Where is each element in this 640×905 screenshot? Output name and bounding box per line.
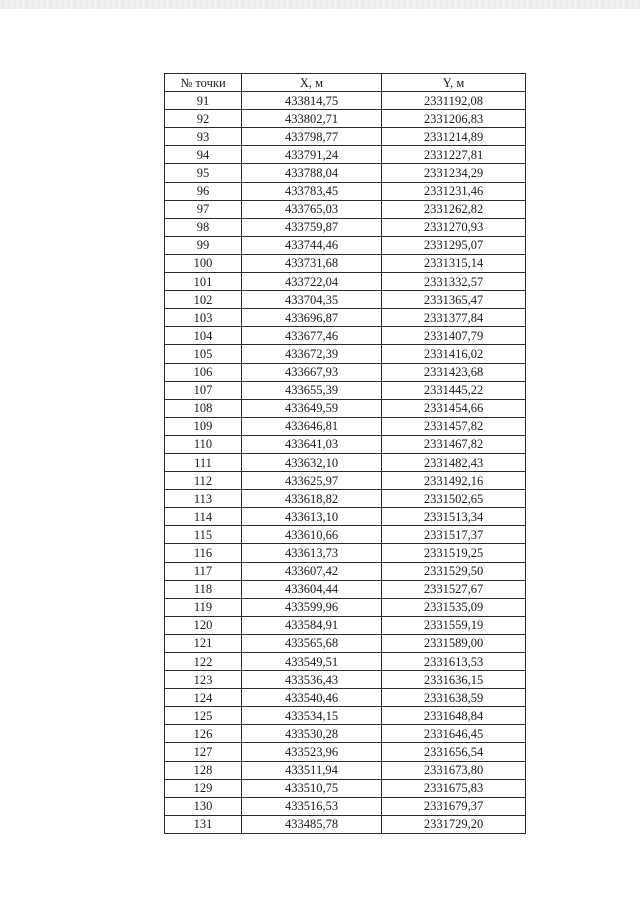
table-row [165, 797, 526, 815]
y-coordinate-cell: 2331482,43 [382, 453, 526, 471]
x-coordinate-cell: 433510,75 [242, 779, 382, 797]
x-coordinate-cell: 433704,35 [242, 291, 382, 309]
point-number-cell: 97 [165, 200, 242, 218]
y-coordinate-cell: 2331332,57 [382, 273, 526, 291]
point-number-cell: 119 [165, 598, 242, 616]
point-number-cell: 128 [165, 761, 242, 779]
point-number-cell: 96 [165, 182, 242, 200]
y-coordinate-cell: 2331423,68 [382, 363, 526, 381]
x-coordinate-cell: 433759,87 [242, 218, 382, 236]
point-number-cell: 120 [165, 616, 242, 634]
y-coordinate-cell: 2331535,09 [382, 598, 526, 616]
table-row [165, 291, 526, 309]
y-coordinate-cell: 2331656,54 [382, 743, 526, 761]
x-coordinate-cell: 433731,68 [242, 254, 382, 272]
y-coordinate-cell: 2331646,45 [382, 725, 526, 743]
table-row [165, 110, 526, 128]
x-coordinate-cell: 433618,82 [242, 490, 382, 508]
point-number-cell: 103 [165, 309, 242, 327]
point-number-cell: 130 [165, 797, 242, 815]
x-coordinate-cell: 433607,42 [242, 562, 382, 580]
coordinates-table [164, 73, 526, 834]
point-number-cell: 112 [165, 472, 242, 490]
y-coordinate-cell: 2331315,14 [382, 254, 526, 272]
x-coordinate-cell: 433534,15 [242, 707, 382, 725]
point-number-cell: 104 [165, 327, 242, 345]
point-number-cell: 109 [165, 417, 242, 435]
table-row [165, 815, 526, 833]
y-coordinate-cell: 2331729,20 [382, 815, 526, 833]
x-coordinate-cell: 433516,53 [242, 797, 382, 815]
x-coordinate-cell: 433655,39 [242, 381, 382, 399]
x-coordinate-cell: 433584,91 [242, 616, 382, 634]
table-row [165, 472, 526, 490]
x-coordinate-cell: 433485,78 [242, 815, 382, 833]
table-row [165, 689, 526, 707]
table-row [165, 653, 526, 671]
y-coordinate-cell: 2331262,82 [382, 200, 526, 218]
table-body [165, 92, 526, 834]
point-number-cell: 127 [165, 743, 242, 761]
point-number-cell: 117 [165, 562, 242, 580]
x-coordinate-cell: 433565,68 [242, 634, 382, 652]
header-point-number: № точки [165, 74, 242, 92]
x-coordinate-cell: 433632,10 [242, 453, 382, 471]
y-coordinate-cell: 2331675,83 [382, 779, 526, 797]
table-row [165, 182, 526, 200]
x-coordinate-cell: 433802,71 [242, 110, 382, 128]
point-number-cell: 94 [165, 146, 242, 164]
x-coordinate-cell: 433814,75 [242, 92, 382, 110]
y-coordinate-cell: 2331636,15 [382, 671, 526, 689]
table-row [165, 580, 526, 598]
y-coordinate-cell: 2331231,46 [382, 182, 526, 200]
point-number-cell: 114 [165, 508, 242, 526]
point-number-cell: 131 [165, 815, 242, 833]
point-number-cell: 129 [165, 779, 242, 797]
table-row [165, 363, 526, 381]
x-coordinate-cell: 433722,04 [242, 273, 382, 291]
point-number-cell: 93 [165, 128, 242, 146]
x-coordinate-cell: 433667,93 [242, 363, 382, 381]
table-row [165, 200, 526, 218]
x-coordinate-cell: 433530,28 [242, 725, 382, 743]
table-row [165, 634, 526, 652]
point-number-cell: 98 [165, 218, 242, 236]
point-number-cell: 105 [165, 345, 242, 363]
point-number-cell: 125 [165, 707, 242, 725]
y-coordinate-cell: 2331613,53 [382, 653, 526, 671]
y-coordinate-cell: 2331214,89 [382, 128, 526, 146]
point-number-cell: 110 [165, 435, 242, 453]
x-coordinate-cell: 433604,44 [242, 580, 382, 598]
y-coordinate-cell: 2331502,65 [382, 490, 526, 508]
point-number-cell: 99 [165, 236, 242, 254]
point-number-cell: 102 [165, 291, 242, 309]
x-coordinate-cell: 433788,04 [242, 164, 382, 182]
point-number-cell: 118 [165, 580, 242, 598]
point-number-cell: 126 [165, 725, 242, 743]
table-row [165, 508, 526, 526]
point-number-cell: 115 [165, 526, 242, 544]
y-coordinate-cell: 2331529,50 [382, 562, 526, 580]
x-coordinate-cell: 433610,66 [242, 526, 382, 544]
scan-edge [0, 0, 640, 9]
point-number-cell: 116 [165, 544, 242, 562]
table-row [165, 381, 526, 399]
table-row [165, 345, 526, 363]
table-row [165, 671, 526, 689]
point-number-cell: 111 [165, 453, 242, 471]
x-coordinate-cell: 433791,24 [242, 146, 382, 164]
x-coordinate-cell: 433649,59 [242, 399, 382, 417]
y-coordinate-cell: 2331517,37 [382, 526, 526, 544]
table-row [165, 254, 526, 272]
table-row [165, 417, 526, 435]
table-row [165, 779, 526, 797]
y-coordinate-cell: 2331519,25 [382, 544, 526, 562]
y-coordinate-cell: 2331365,47 [382, 291, 526, 309]
x-coordinate-cell: 433641,03 [242, 435, 382, 453]
x-coordinate-cell: 433511,94 [242, 761, 382, 779]
y-coordinate-cell: 2331638,59 [382, 689, 526, 707]
y-coordinate-cell: 2331513,34 [382, 508, 526, 526]
point-number-cell: 113 [165, 490, 242, 508]
x-coordinate-cell: 433646,81 [242, 417, 382, 435]
table-row [165, 309, 526, 327]
y-coordinate-cell: 2331673,80 [382, 761, 526, 779]
point-number-cell: 123 [165, 671, 242, 689]
point-number-cell: 124 [165, 689, 242, 707]
table-row [165, 399, 526, 417]
x-coordinate-cell: 433696,87 [242, 309, 382, 327]
y-coordinate-cell: 2331206,83 [382, 110, 526, 128]
x-coordinate-cell: 433613,73 [242, 544, 382, 562]
y-coordinate-cell: 2331234,29 [382, 164, 526, 182]
table-header-row [165, 74, 526, 92]
table-row [165, 128, 526, 146]
table-row [165, 490, 526, 508]
table-row [165, 327, 526, 345]
x-coordinate-cell: 433625,97 [242, 472, 382, 490]
y-coordinate-cell: 2331559,19 [382, 616, 526, 634]
x-coordinate-cell: 433798,77 [242, 128, 382, 146]
table-row [165, 146, 526, 164]
table-row [165, 707, 526, 725]
x-coordinate-cell: 433783,45 [242, 182, 382, 200]
table-row [165, 273, 526, 291]
table-row [165, 218, 526, 236]
x-coordinate-cell: 433765,03 [242, 200, 382, 218]
y-coordinate-cell: 2331589,00 [382, 634, 526, 652]
point-number-cell: 101 [165, 273, 242, 291]
x-coordinate-cell: 433677,46 [242, 327, 382, 345]
table-row [165, 453, 526, 471]
header-x-coordinate: X, м [242, 74, 382, 92]
x-coordinate-cell: 433672,39 [242, 345, 382, 363]
x-coordinate-cell: 433613,10 [242, 508, 382, 526]
table-row [165, 92, 526, 110]
y-coordinate-cell: 2331679,37 [382, 797, 526, 815]
table-row [165, 164, 526, 182]
x-coordinate-cell: 433599,96 [242, 598, 382, 616]
x-coordinate-cell: 433540,46 [242, 689, 382, 707]
point-number-cell: 121 [165, 634, 242, 652]
x-coordinate-cell: 433536,43 [242, 671, 382, 689]
table-row [165, 526, 526, 544]
table-row [165, 435, 526, 453]
y-coordinate-cell: 2331377,84 [382, 309, 526, 327]
y-coordinate-cell: 2331492,16 [382, 472, 526, 490]
y-coordinate-cell: 2331227,81 [382, 146, 526, 164]
table-row [165, 562, 526, 580]
point-number-cell: 108 [165, 399, 242, 417]
y-coordinate-cell: 2331407,79 [382, 327, 526, 345]
point-number-cell: 100 [165, 254, 242, 272]
x-coordinate-cell: 433523,96 [242, 743, 382, 761]
table-row [165, 761, 526, 779]
y-coordinate-cell: 2331270,93 [382, 218, 526, 236]
table-row [165, 725, 526, 743]
point-number-cell: 107 [165, 381, 242, 399]
point-number-cell: 91 [165, 92, 242, 110]
point-number-cell: 95 [165, 164, 242, 182]
point-number-cell: 106 [165, 363, 242, 381]
y-coordinate-cell: 2331454,66 [382, 399, 526, 417]
header-y-coordinate: Y, м [382, 74, 526, 92]
y-coordinate-cell: 2331467,82 [382, 435, 526, 453]
x-coordinate-cell: 433549,51 [242, 653, 382, 671]
y-coordinate-cell: 2331527,67 [382, 580, 526, 598]
table-row [165, 598, 526, 616]
point-number-cell: 92 [165, 110, 242, 128]
y-coordinate-cell: 2331192,08 [382, 92, 526, 110]
point-number-cell: 122 [165, 653, 242, 671]
y-coordinate-cell: 2331445,22 [382, 381, 526, 399]
x-coordinate-cell: 433744,46 [242, 236, 382, 254]
y-coordinate-cell: 2331457,82 [382, 417, 526, 435]
y-coordinate-cell: 2331295,07 [382, 236, 526, 254]
table-row [165, 544, 526, 562]
table-row [165, 616, 526, 634]
y-coordinate-cell: 2331648,84 [382, 707, 526, 725]
y-coordinate-cell: 2331416,02 [382, 345, 526, 363]
table-row [165, 743, 526, 761]
table-row [165, 236, 526, 254]
